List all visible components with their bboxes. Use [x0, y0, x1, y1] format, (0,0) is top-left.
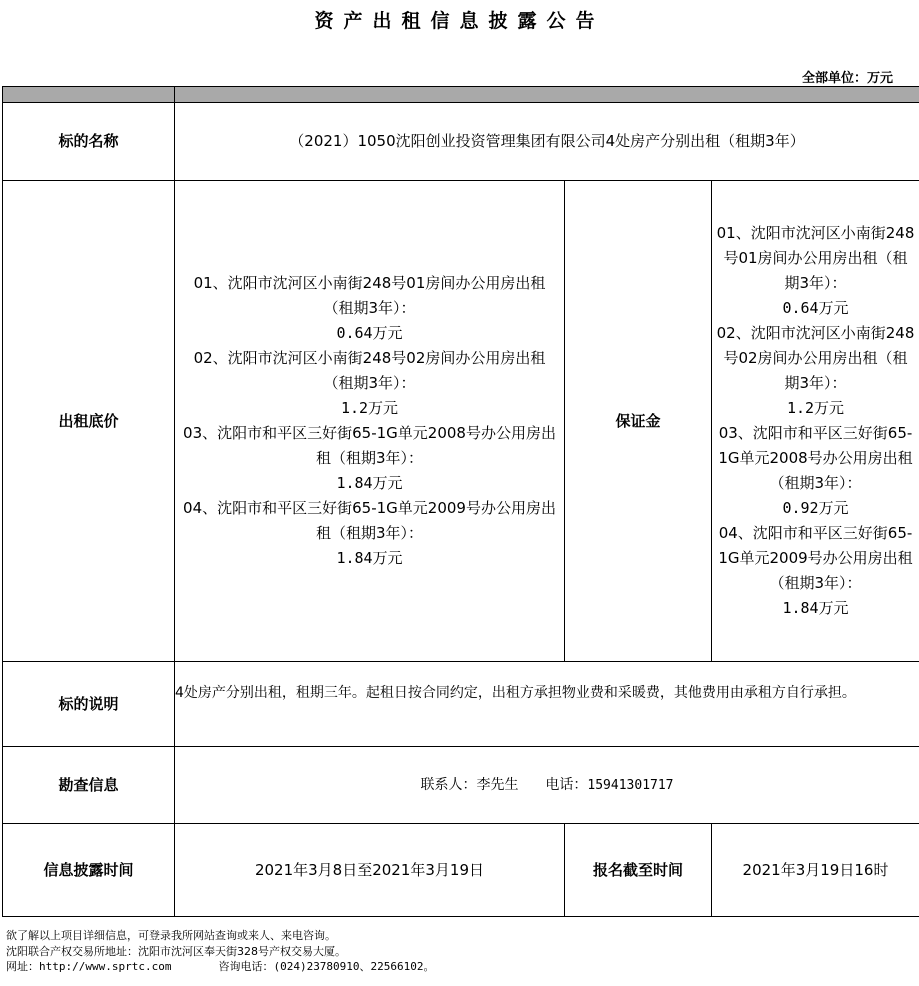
disclosure-period-value: 2021年3月8日至2021年3月19日 [175, 824, 565, 917]
rent-price-label: 出租底价 [3, 181, 175, 662]
footer-line-3 [6, 959, 435, 975]
inspection-info-value [175, 747, 919, 824]
contact-label: 联系人： [420, 776, 477, 793]
rent-price-item-3-value: 1.84万元 [336, 474, 403, 492]
rent-price-item-1-desc: 01、沈阳市沈河区小南街248号01房间办公用房出租（租期3年）： [193, 274, 546, 317]
rent-price-item-3-desc: 03、沈阳市和平区三好街65-1G单元2008号办公用房出租（租期3年）： [183, 424, 556, 467]
deposit-item-2-desc: 02、沈阳市沈河区小南街248号02房间办公用房出租（租期3年）： [716, 324, 915, 392]
disclosure-period-label: 信息披露时间 [3, 824, 175, 917]
phone-label: 电话： [545, 776, 588, 793]
deposit-item-3-value: 0.92万元 [782, 499, 849, 517]
footer-notes [6, 928, 435, 975]
deposit-item-1-value: 0.64万元 [782, 299, 849, 317]
subject-description-value: 4处房产分别出租，租期三年。起租日按合同约定，出租方承担物业费和采暖费，其他费用由承租方自行承担。 [175, 662, 919, 747]
consult-label: 咨询电话： [218, 960, 274, 973]
deposit-label: 保证金 [565, 181, 712, 662]
disclosure-table [2, 86, 919, 917]
contact-name: 李先生 [476, 776, 519, 793]
deposit-item-3-desc: 03、沈阳市和平区三好街65-1G单元2008号办公用房出租（租期3年）： [718, 424, 913, 492]
website-link[interactable]: http://www.sprtc.com [39, 960, 172, 973]
row-subject-name [3, 103, 919, 181]
rent-price-item-4-desc: 04、沈阳市和平区三好街65-1G单元2009号办公用房出租（租期3年）： [183, 499, 556, 542]
website-label: 网址： [6, 960, 39, 973]
deposit-item-2-value: 1.2万元 [786, 399, 845, 417]
deposit-values [712, 181, 919, 662]
unit-note: 全部单位：万元 [801, 71, 893, 86]
footer-line-1: 欲了解以上项目详细信息，可登录我所网站查询或来人、来电咨询。 [6, 929, 336, 942]
rent-price-item-2-value: 1.2万元 [340, 399, 399, 417]
deadline-value: 2021年3月19日16时 [712, 824, 919, 917]
rent-price-item-4-value: 1.84万元 [336, 549, 403, 567]
deadline-label: 报名截至时间 [565, 824, 712, 917]
subject-description-label: 标的说明 [3, 662, 175, 747]
rent-price-item-1-value: 0.64万元 [336, 324, 403, 342]
header-cell-left [3, 87, 175, 103]
page-title: 资产出租信息披露公告 [314, 10, 605, 32]
rent-price-item-2-desc: 02、沈阳市沈河区小南街248号02房间办公用房出租（租期3年）： [193, 349, 546, 392]
footer-line-2: 沈阳联合产权交易所地址：沈阳市沈河区奉天街328号产权交易大厦。 [6, 944, 346, 958]
row-inspection-info [3, 747, 919, 824]
deposit-item-4-desc: 04、沈阳市和平区三好街65-1G单元2009号办公用房出租（租期3年）： [718, 524, 913, 592]
rent-price-values [175, 181, 565, 662]
row-disclosure-period [3, 824, 919, 917]
deposit-item-4-value: 1.84万元 [782, 599, 849, 617]
row-rent-price [3, 181, 919, 662]
subject-name-value: （2021）1050沈阳创业投资管理集团有限公司4处房产分别出租（租期3年） [175, 103, 919, 181]
consult-phone: (024)23780910、22566102。 [273, 960, 435, 973]
table-header-bar [3, 87, 919, 103]
inspection-info-label: 勘查信息 [3, 747, 175, 824]
subject-name-label: 标的名称 [3, 103, 175, 181]
row-subject-description [3, 662, 919, 747]
deposit-item-1-desc: 01、沈阳市沈河区小南街248号01房间办公用房出租（租期3年）： [716, 224, 915, 292]
header-cell-right [175, 87, 919, 103]
phone-number: 15941301717 [587, 777, 674, 793]
